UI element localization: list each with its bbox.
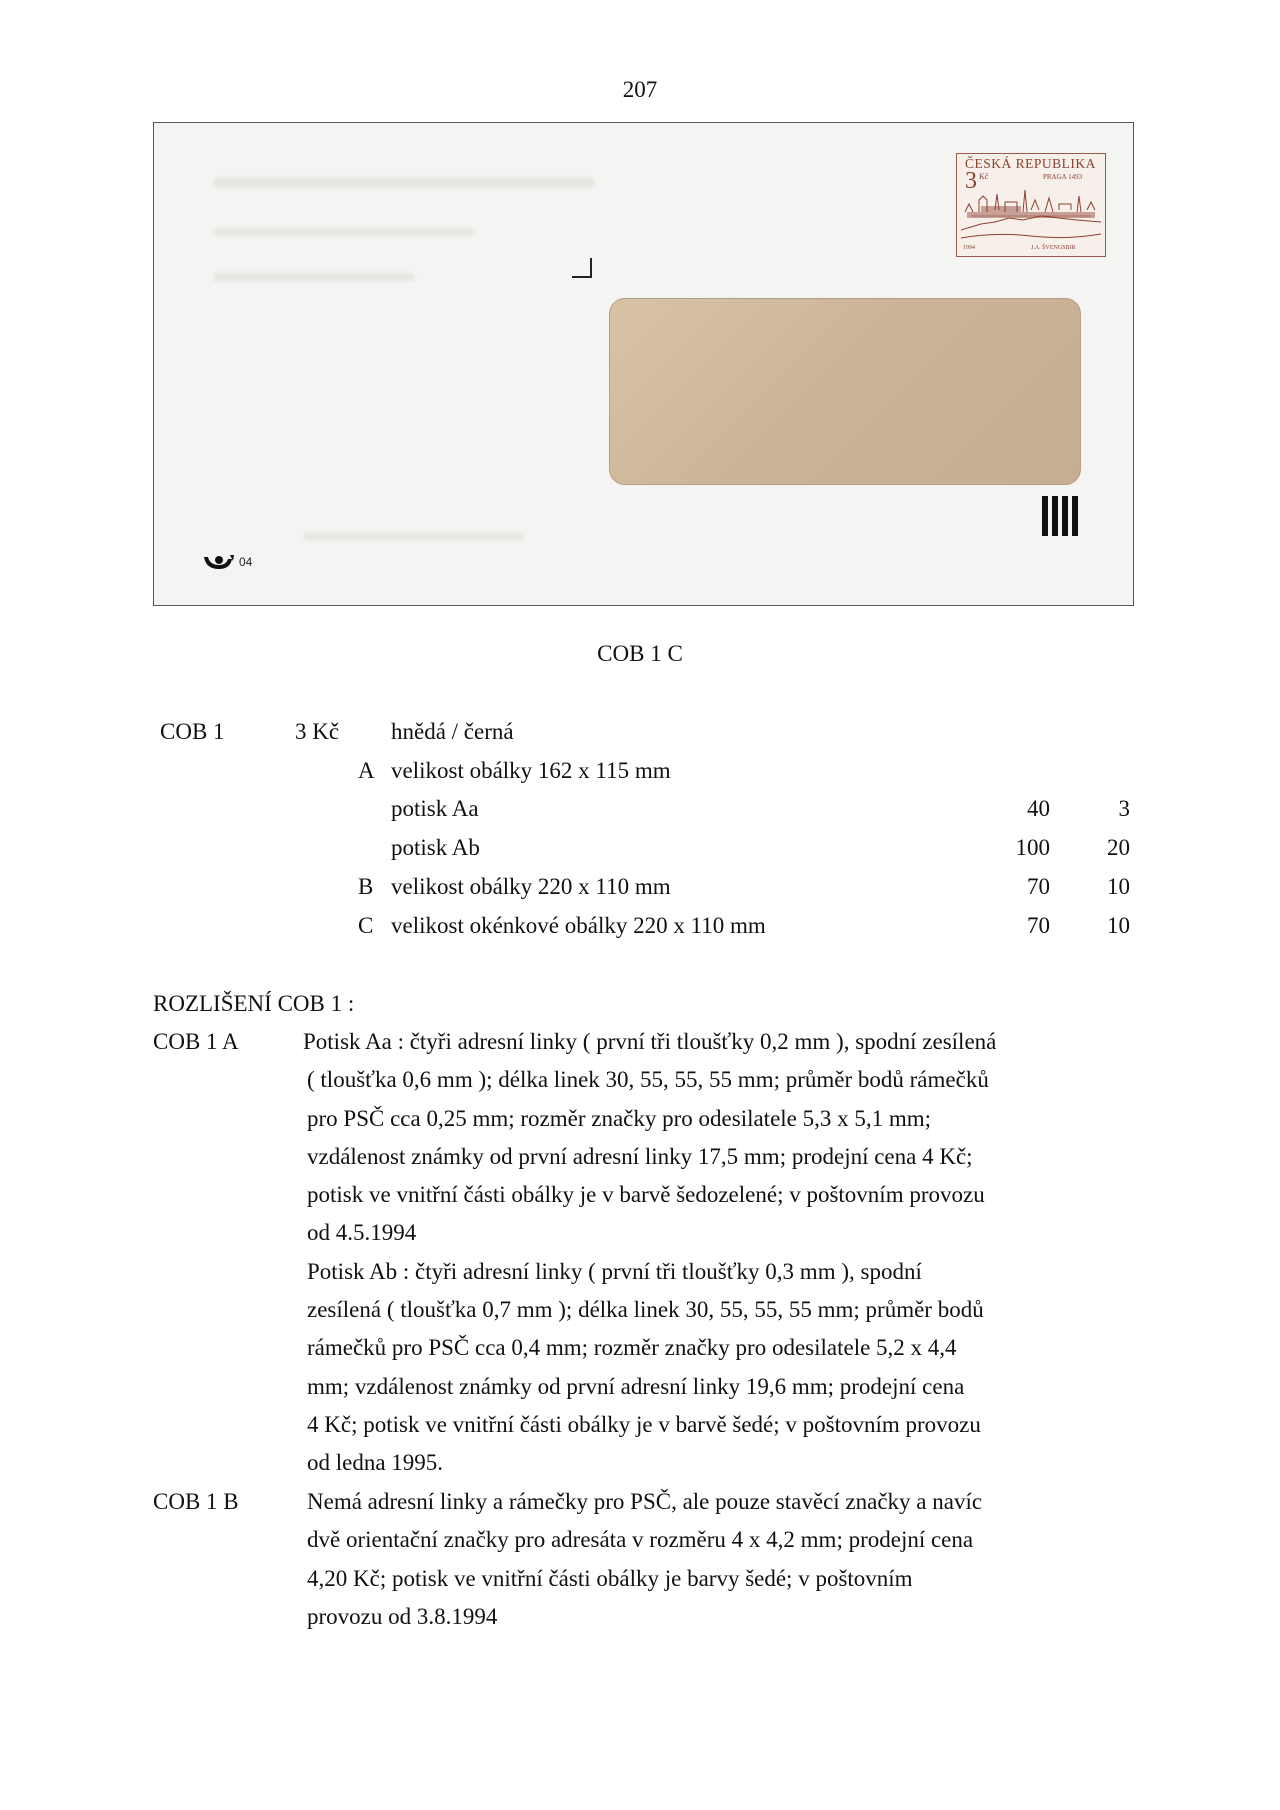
note-line: 4 Kč; potisk ve vnitřní části obálky je v barvě šedé; v poštovním provozu — [307, 1411, 981, 1437]
postage-stamp-imprint — [956, 153, 1106, 257]
envelope-image — [153, 122, 1134, 606]
show-through-line — [304, 533, 524, 540]
stamp-artist: J.A. ŠVENGSBIR — [1031, 245, 1076, 251]
stamp-country: ČESKÁ REPUBLIKA — [965, 156, 1096, 171]
stamp-year: 1994 — [963, 245, 975, 251]
stamp-value: 3 — [965, 168, 977, 194]
show-through-line — [214, 273, 414, 281]
catalog-value: 3 Kč — [295, 719, 340, 744]
note-line: vzdálenost známky od první adresní linky 17,5 mm; prodejní cena 4 Kč; — [307, 1143, 973, 1169]
row-value-1: 40 — [1027, 796, 1050, 821]
note-line: provozu od 3.8.1994 — [307, 1603, 498, 1629]
note-line: 4,20 Kč; potisk ve vnitřní části obálky je barvy šedé; v poštovním — [307, 1565, 913, 1591]
note-line: pro PSČ cca 0,25 mm; rozměr značky pro odesilatele 5,3 x 5,1 mm; — [307, 1105, 932, 1131]
row-text: velikost okénkové obálky 220 x 110 mm — [391, 913, 766, 938]
row-text: potisk Aa — [391, 796, 479, 821]
orientation-bars — [1042, 496, 1078, 536]
notes-heading: ROZLIŠENÍ COB 1 : — [153, 991, 355, 1016]
note-line: rámečků pro PSČ cca 0,4 mm; rozměr značky pro odesilatele 5,2 x 4,4 — [307, 1335, 957, 1361]
address-corner-mark — [572, 258, 592, 278]
row-value-2: 3 — [1118, 796, 1130, 821]
stamp-place: PRAGA 1493 — [1043, 173, 1083, 181]
note-line: dvě orientační značky pro adresáta v rozměru 4 x 4,2 mm; prodejní cena — [307, 1527, 974, 1553]
note-line: od ledna 1995. — [307, 1450, 444, 1476]
postal-code: 04 — [239, 555, 253, 569]
note-line: ( tloušťka 0,6 mm ); délka linek 30, 55, 55, 55 mm; průměr bodů rámečků — [307, 1067, 989, 1093]
show-through-line — [214, 178, 594, 188]
row-letter: C — [358, 913, 374, 938]
note-line: Nemá adresní linky a rámečky pro PSČ, ale pouze stavěcí značky a navíc — [307, 1489, 983, 1514]
note-line: Potisk Aa : čtyři adresní linky ( první tři tloušťky 0,2 mm ), spodní zesílená — [303, 1029, 997, 1054]
postal-horn-icon — [202, 553, 236, 571]
show-through-line — [214, 228, 474, 236]
note-a-text — [303, 1023, 1123, 1483]
row-letter: B — [358, 874, 374, 899]
row-text: potisk Ab — [391, 835, 480, 860]
row-value-2: 10 — [1107, 913, 1130, 938]
row-value-1: 100 — [1015, 835, 1050, 860]
catalog-color: hnědá / černá — [391, 719, 514, 744]
figure-caption: COB 1 C — [597, 641, 683, 666]
note-label-a: COB 1 A — [153, 1029, 239, 1054]
note-line: od 4.5.1994 — [307, 1220, 417, 1246]
row-value-1: 70 — [1027, 874, 1050, 899]
row-value-1: 70 — [1027, 913, 1050, 938]
row-letter: A — [358, 758, 375, 783]
note-line: zesílená ( tloušťka 0,7 mm ); délka linek 30, 55, 55, 55 mm; průměr bodů — [307, 1297, 984, 1323]
note-line: mm; vzdálenost známky od první adresní linky 19,6 mm; prodejní cena — [307, 1373, 965, 1399]
note-line: Potisk Ab : čtyři adresní linky ( první tři tloušťky 0,3 mm ), spodní — [307, 1258, 922, 1284]
row-value-2: 10 — [1107, 874, 1130, 899]
row-text: velikost obálky 162 x 115 mm — [391, 758, 671, 783]
note-line: potisk ve vnitřní části obálky je v barvě šedozelené; v poštovním provozu — [307, 1182, 985, 1208]
row-text: velikost obálky 220 x 110 mm — [391, 874, 671, 899]
note-b-text — [303, 1483, 1123, 1636]
stamp-currency: Kč — [979, 172, 989, 181]
note-label-b: COB 1 B — [153, 1489, 239, 1514]
prague-city-view-engraving — [961, 182, 1101, 244]
page-number: 207 — [622, 77, 658, 102]
row-value-2: 20 — [1107, 835, 1130, 860]
catalog-code: COB 1 — [160, 719, 225, 744]
envelope-window — [609, 298, 1081, 485]
